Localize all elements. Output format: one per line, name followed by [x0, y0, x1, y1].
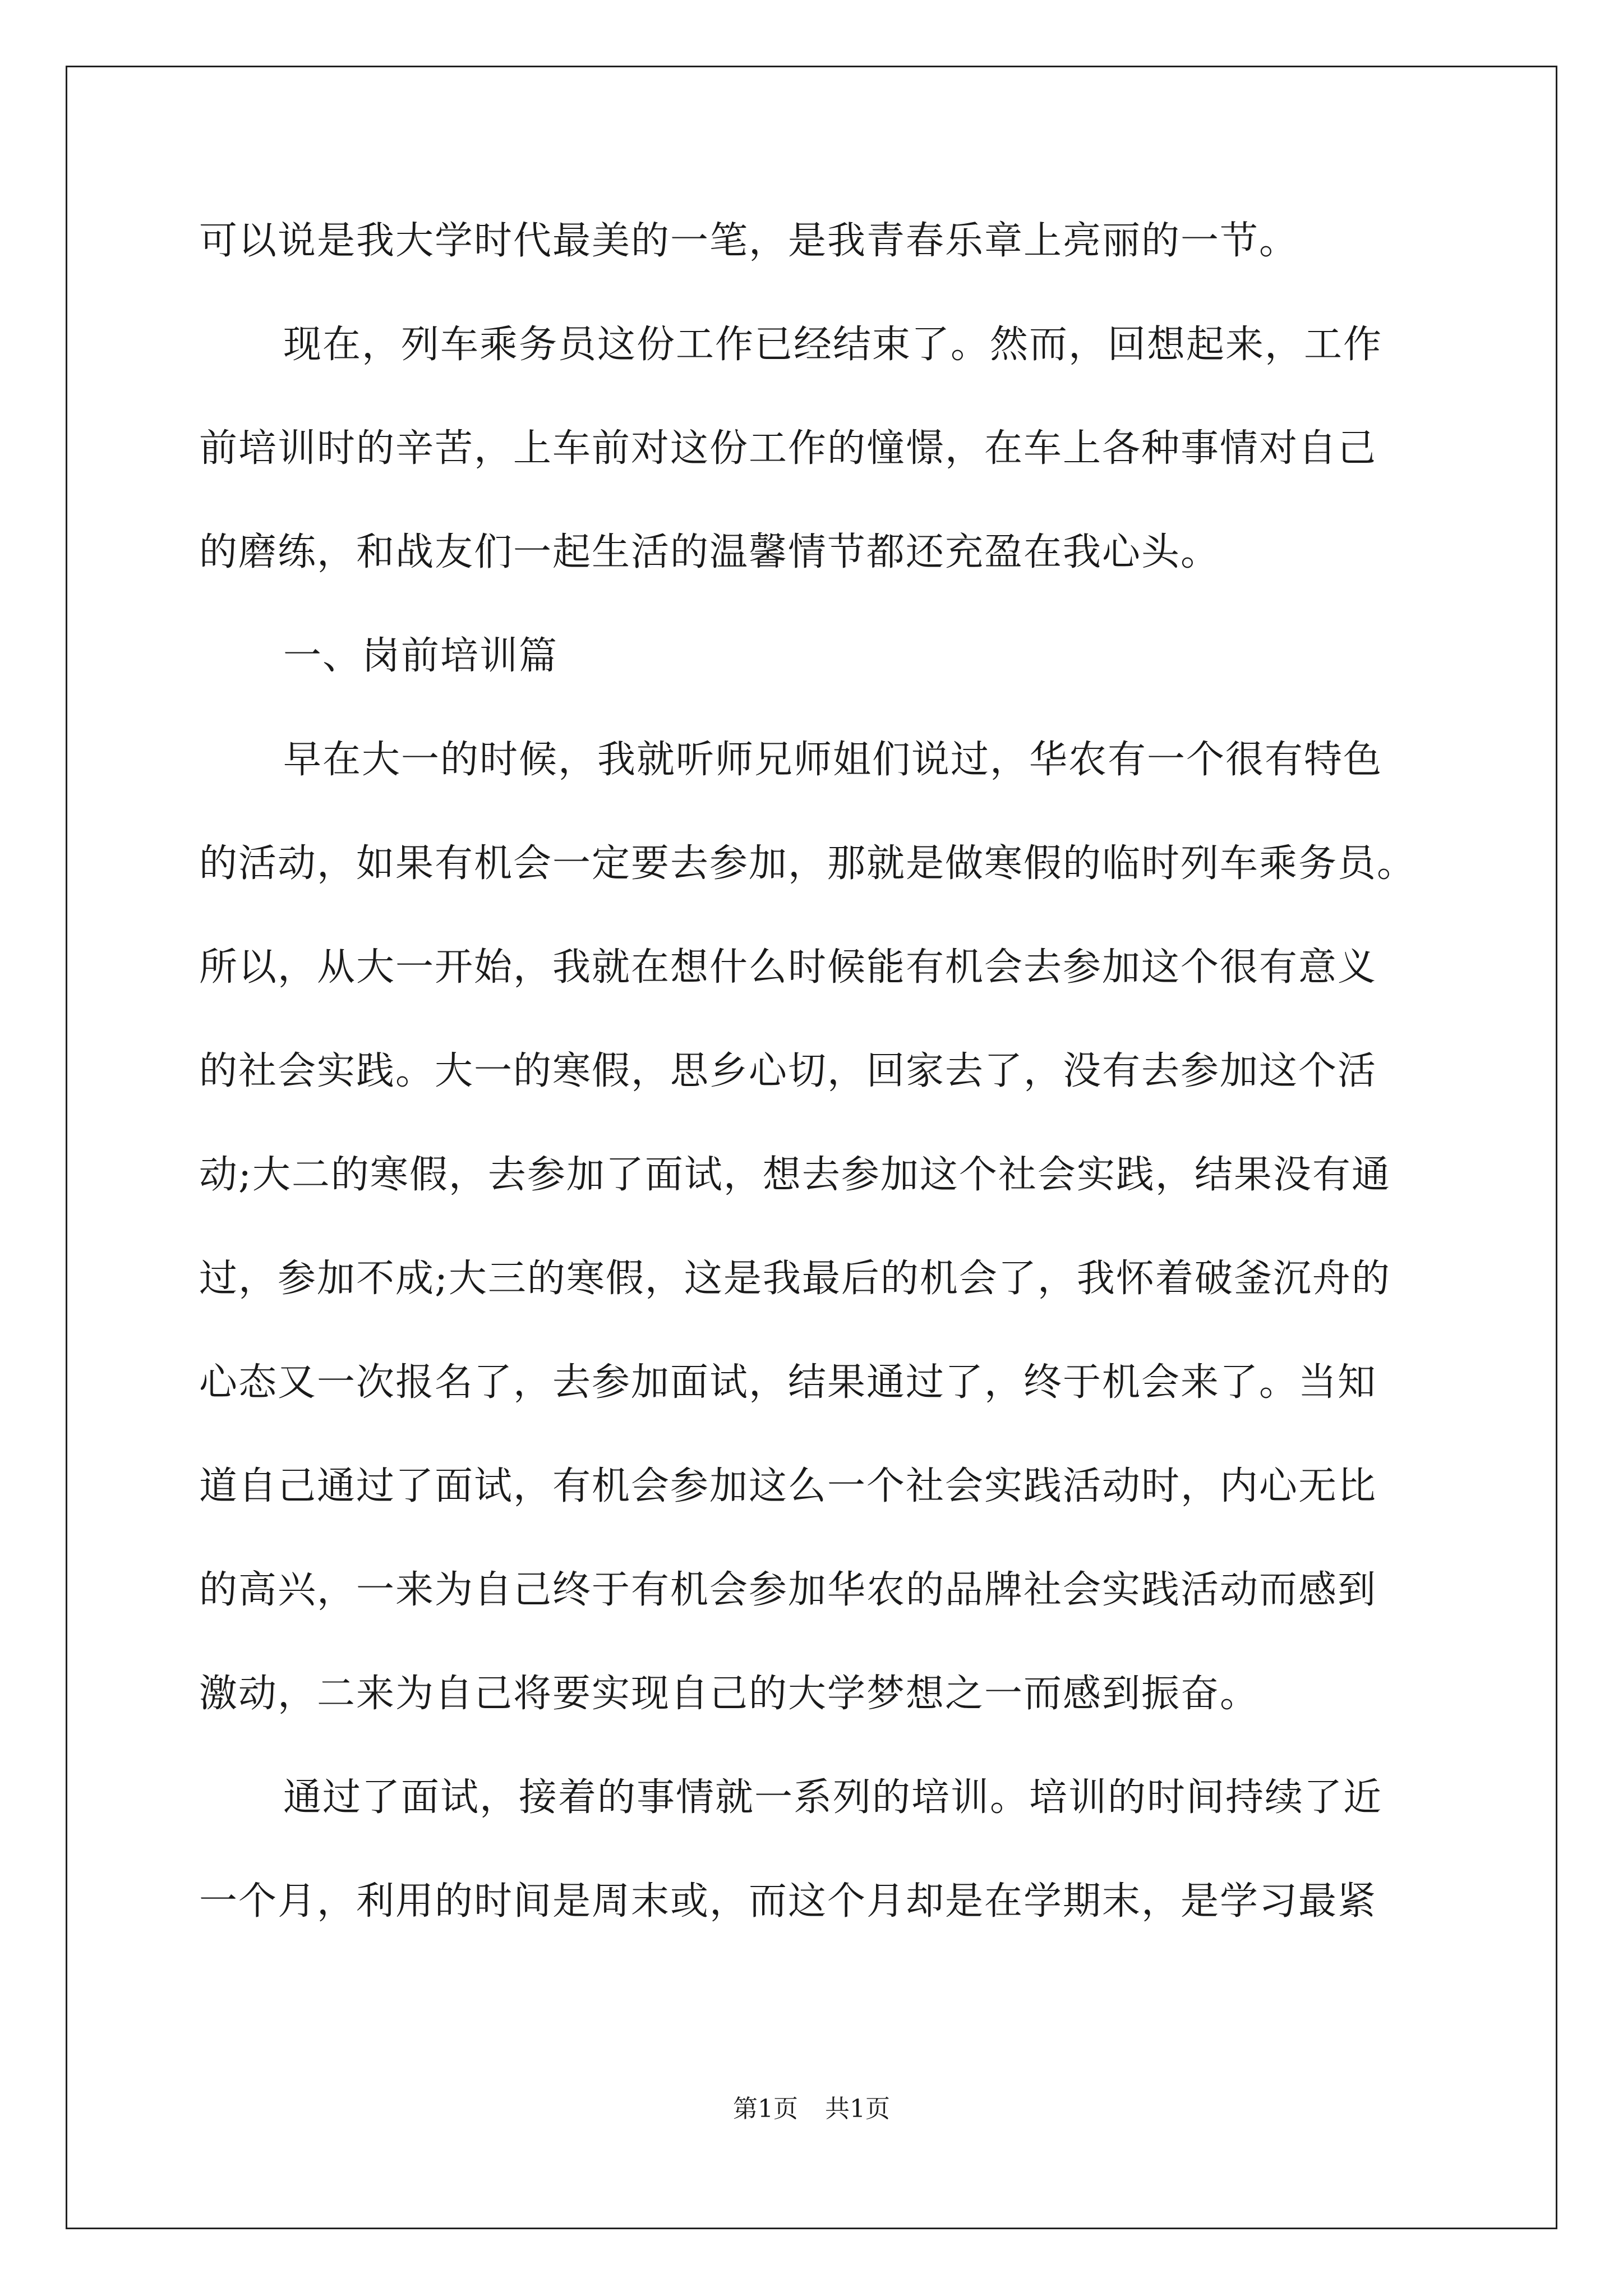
text-line: 前培训时的辛苦，上车前对这份工作的憧憬，在车上各种事情对自己: [199, 426, 1377, 471]
text-line: 的社会实践。大一的寒假，思乡心切，回家去了，没有去参加这个活: [199, 1049, 1377, 1093]
text-line: 激动，二来为自己将要实现自己的大学梦想之一而感到振奋。: [199, 1672, 1260, 1716]
text-line: 的磨练，和战友们一起生活的温馨情节都还充盈在我心头。: [199, 530, 1220, 574]
page-number-total: 共1页: [825, 2095, 890, 2123]
text-line: 一个月，利用的时间是周末或，而这个月却是在学期末，是学习最紧: [199, 1879, 1377, 1924]
page-number-current: 第1页: [733, 2095, 798, 2123]
section-heading: 一、岗前培训篇: [283, 634, 559, 678]
text-line: 道自己通过了面试，有机会参加这么一个社会实践活动时，内心无比: [199, 1464, 1377, 1508]
text-line: 现在，列车乘务员这份工作已经结束了。然而，回想起来，工作: [283, 323, 1383, 367]
text-line: 过，参加不成;大三的寒假，这是我最后的机会了，我怀着破釜沉舟的: [199, 1257, 1391, 1301]
text-line: 动;大二的寒假，去参加了面试，想去参加这个社会实践，结果没有通: [199, 1153, 1391, 1197]
text-line: 的活动，如果有机会一定要去参加，那就是做寒假的临时列车乘务员。: [199, 841, 1417, 886]
text-line: 可以说是我大学时代最美的一笔，是我青春乐章上亮丽的一节。: [199, 219, 1299, 263]
text-line: 所以，从大一开始，我就在想什么时候能有机会去参加这个很有意义: [199, 945, 1377, 990]
page-footer: [0, 2092, 1623, 2126]
text-line: 心态又一次报名了，去参加面试，结果通过了，终于机会来了。当知: [199, 1360, 1377, 1405]
text-line: 的高兴，一来为自己终于有机会参加华农的品牌社会实践活动而感到: [199, 1568, 1377, 1612]
text-line: 通过了面试，接着的事情就一系列的培训。培训的时间持续了近: [283, 1775, 1383, 1820]
text-line: 早在大一的时候，我就听师兄师姐们说过，华农有一个很有特色: [283, 738, 1383, 782]
document-body: [199, 208, 1450, 1972]
